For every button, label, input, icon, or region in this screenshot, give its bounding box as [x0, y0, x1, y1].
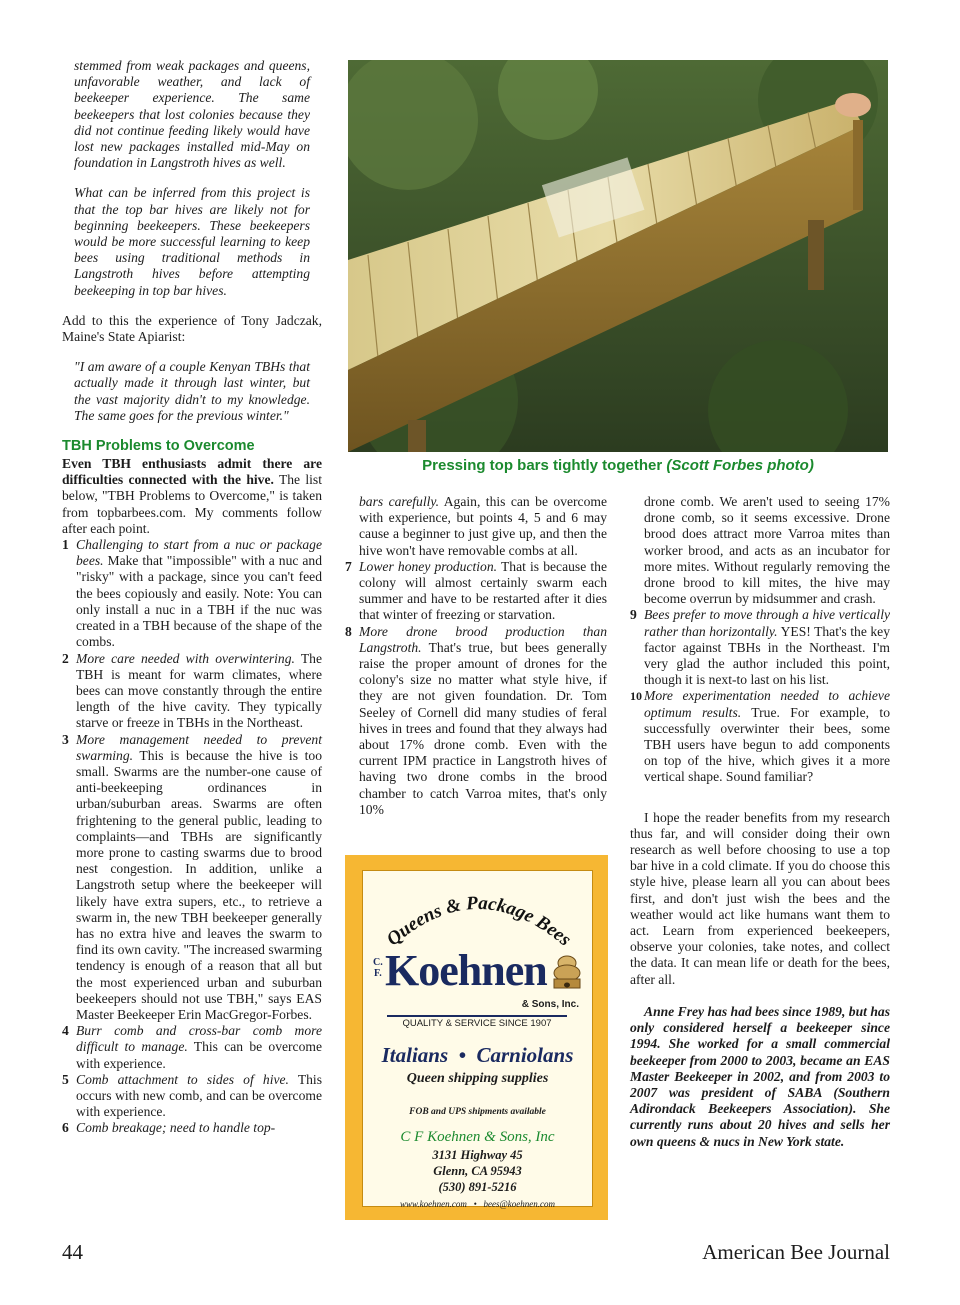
list-item	[62, 537, 322, 650]
body-paragraph	[345, 494, 607, 559]
caption-credit: (Scott Forbes photo)	[666, 457, 814, 474]
journal-name: American Bee Journal	[702, 1240, 890, 1264]
quote-paragraph: "I am aware of a couple Kenyan TBHs that actually made it through last winter, but the vast majority didn't to my knowledge. The same goes for the previous winter."	[74, 359, 310, 423]
ad-brand: Koehnen	[385, 946, 547, 995]
problem-list	[630, 607, 890, 785]
list-item-number: 9	[630, 607, 637, 623]
lead-bold: Even TBH enthusiasts admit there are difficulties connected with the hive.	[62, 456, 322, 488]
list-item	[62, 651, 322, 732]
list-item-number: 10	[630, 689, 642, 704]
list-item-number: 1	[62, 537, 69, 553]
list-item-body: True. For example, to successfully overwinter their bees, some TBH users have begun to add components on top of the hive, which gives it a more vertical shape. Sound familiar?	[644, 704, 890, 785]
list-item	[630, 607, 890, 688]
list-item-number: 8	[345, 623, 352, 639]
ad-cf: C. F.	[373, 957, 383, 979]
lead-rest: The list below, "TBH Problems to Overcome," is taken from topbarbees.com. My comments follow after each point.	[62, 472, 323, 536]
ad-breeds: Italians • Carniolans	[381, 1043, 574, 1067]
list-item-body: This can be overcome with experience.	[76, 1039, 322, 1071]
koehnen-advertisement	[345, 855, 608, 1220]
list-item-number: 7	[345, 558, 352, 574]
body-paragraph: Add to this the experience of Tony Jadczak, Maine's State Apiarist:	[62, 312, 322, 345]
list-item-number: 3	[62, 731, 69, 747]
list-item-number: 2	[62, 650, 69, 666]
problem-list	[62, 537, 322, 1137]
caption-main: Pressing top bars tightly together	[422, 457, 667, 474]
list-item-title: Challenging to start from a nuc or package bees.	[76, 537, 322, 569]
list-item	[62, 1120, 322, 1136]
ad-shipping: FOB and UPS shipments available	[409, 1107, 546, 1117]
closing-paragraph: I hope the reader benefits from my research thus far, and will consider doing their own research as well before choosing to use a top bar hive in a cold climate. If you do choose this style hive, please learn all you can about bees first, and don't just wish the bees and the weather would act like humans want them to act. Learn from experienced beekeepers, observe your colonies, take notes, and collect the data. It can mean life or death for the bees, after all.	[630, 809, 890, 987]
continued-italic: bars carefully.	[359, 494, 440, 509]
list-item	[345, 559, 607, 624]
list-item-number: 5	[62, 1071, 69, 1087]
list-item-body: This occurs with new comb, and can be overcome with experience.	[76, 1071, 322, 1120]
problem-list	[345, 559, 607, 818]
ad-quality-text: QUALITY & SERVICE SINCE 1907	[402, 1018, 552, 1029]
ad-brand-block	[363, 947, 592, 1001]
author-bio: Anne Frey has had bees since 1989, but has only considered herself a beekeeper since 1994. She worked for a small commercial beekeeper from 2000 to 2003, became an EAS Master Beekeeper in 2002, and from 2003 to 2007 was president of SABA (Southern Adirondack Beekeepers Association). She currently runs about 20 hives and sells her own queens & nucs in New York state.	[630, 1003, 890, 1149]
body-paragraph: drone comb. We aren't used to seeing 17% drone comb, so it seems excessive. Drone brood does attract more Varroa mites than worker brood, and acts as an incubator for more mites. Without regularly removing the drone brood to kill mites, the hive may become overrun by midsummer and crash.	[644, 494, 890, 607]
column-2	[345, 494, 607, 818]
section-heading: TBH Problems to Overcome	[62, 438, 255, 455]
ad-company: C F Koehnen & Sons, Inc	[400, 1129, 555, 1145]
list-item	[62, 732, 322, 1024]
list-item	[345, 624, 607, 818]
photo-caption	[348, 457, 888, 474]
list-item-body: YES! That's the key factor against TBHs in the Northeast. I'm very glad the author included this point, though it is next-to last on his list.	[644, 623, 890, 688]
ad-address-2: Glenn, CA 95943	[433, 1164, 522, 1178]
ad-arc-text: Queens & Package Bees	[382, 892, 576, 951]
list-item-body: This is because the hive is too small. Swarms are the number-one cause of anti-beekeeping ordinances in urban/suburban areas. Swarms are often frightening to the general public, leading to complaints—and TBHs are significantly more prone to casting swarms due to brood nest congestion. In addition, unlike a Langstroth setup where the beekeeper will likely have extra supers, etc., to retrieve a swarm in, the new TBH beekeeper generally has no extra hive and leaves the swarm to find its own cavity. "The increased swarming tendency is enough of a reason that all but the most experienced urban and suburban beekeepers should not use TBH," says EAS Master Beekeeper Erin MacGregor-Forbes.	[76, 747, 322, 1022]
continued-text: Again, this can be overcome with experience, but points 4, 5 and 6 may cause a beginner to just give up, and then the hive won't have removable combs at all.	[359, 494, 607, 558]
list-item-title: Comb attachment to sides of hive.	[76, 1071, 289, 1087]
ad-quality	[387, 1015, 567, 1029]
list-item-body: That's true, but bees generally raise the proper amount of drones for the colony's size no matter what style hive, if they are not given foundation. Dr. Tom Seeley of Cornell did many studies of feral hives in trees and found that they always had about 17% drone comb. Even with the current IPM practice in Langstroth hives of having two drone combs in the brood chamber to catch Varroa mites, that's only 10%	[359, 639, 607, 817]
list-item	[630, 688, 890, 785]
list-item-title: Lower honey production.	[359, 558, 498, 574]
page-number: 44	[62, 1240, 83, 1264]
ad-web: www.koehnen.com • bees@koehnen.com	[400, 1199, 555, 1209]
list-item-title: More drone brood production than Langstroth.	[359, 623, 607, 655]
ad-sons: & Sons, Inc.	[521, 999, 579, 1010]
ad-address-1: 3131 Highway 45	[432, 1148, 523, 1162]
beehive-icon	[550, 953, 584, 989]
column-3	[630, 494, 890, 1150]
list-item-title: Burr comb and cross-bar comb more difficult to manage.	[76, 1023, 322, 1055]
quote-paragraph: stemmed from weak packages and queens, unfavorable weather, and lack of beekeeper experience. The same beekeepers that lost colonies because they did not continue feeding likely would have lost new packages installed mid-May on foundation in Langstroth hives as well.	[74, 58, 310, 171]
top-bar-hive-photo	[348, 60, 888, 452]
lead-paragraph	[62, 456, 322, 537]
ad-supplies: Queen shipping supplies	[406, 1071, 549, 1086]
photo-illustration	[348, 60, 888, 452]
list-item-number: 6	[62, 1120, 69, 1136]
list-item-title: Bees prefer to move through a hive vertically rather than horizontally.	[644, 607, 890, 639]
list-item-title: Comb breakage; need to handle top-	[76, 1120, 276, 1136]
list-item-title: More experimentation needed to achieve optimum results.	[644, 688, 890, 720]
ad-panel	[362, 870, 593, 1207]
list-item	[62, 1072, 322, 1121]
list-item-body: The TBH is meant for warm climates, where bees can move constantly through the entire length of the hive cavity. They typically starve or freeze in TBHs in the Northeast.	[76, 650, 322, 731]
ad-phone: (530) 891-5216	[438, 1180, 517, 1194]
list-item-body: Make that "impossible" with a nuc and "risky" with a package, since you can't feed the bees copiously and easily. Note: You can only install a nuc in a TBH if the nuc was created in a TBH because of the shape of the combs.	[76, 553, 322, 650]
list-item-title: More care needed with overwintering.	[76, 650, 295, 666]
list-item-title: More management needed to prevent swarming.	[76, 731, 322, 763]
list-item-number: 4	[62, 1023, 69, 1039]
list-item	[62, 1023, 322, 1072]
column-1	[62, 58, 322, 1137]
list-item-body: That is because the colony will almost certainly swarm each summer and have to be restarted after it dies that winter of freezing or starvation.	[359, 558, 608, 623]
quote-paragraph: What can be inferred from this project is that the top bar hives are likely not for beginning beekeepers. These beekeepers would be more successful learning to keep bees using traditional methods in Langstroth hives before attempting beekeeping in top bar hives.	[74, 185, 310, 298]
